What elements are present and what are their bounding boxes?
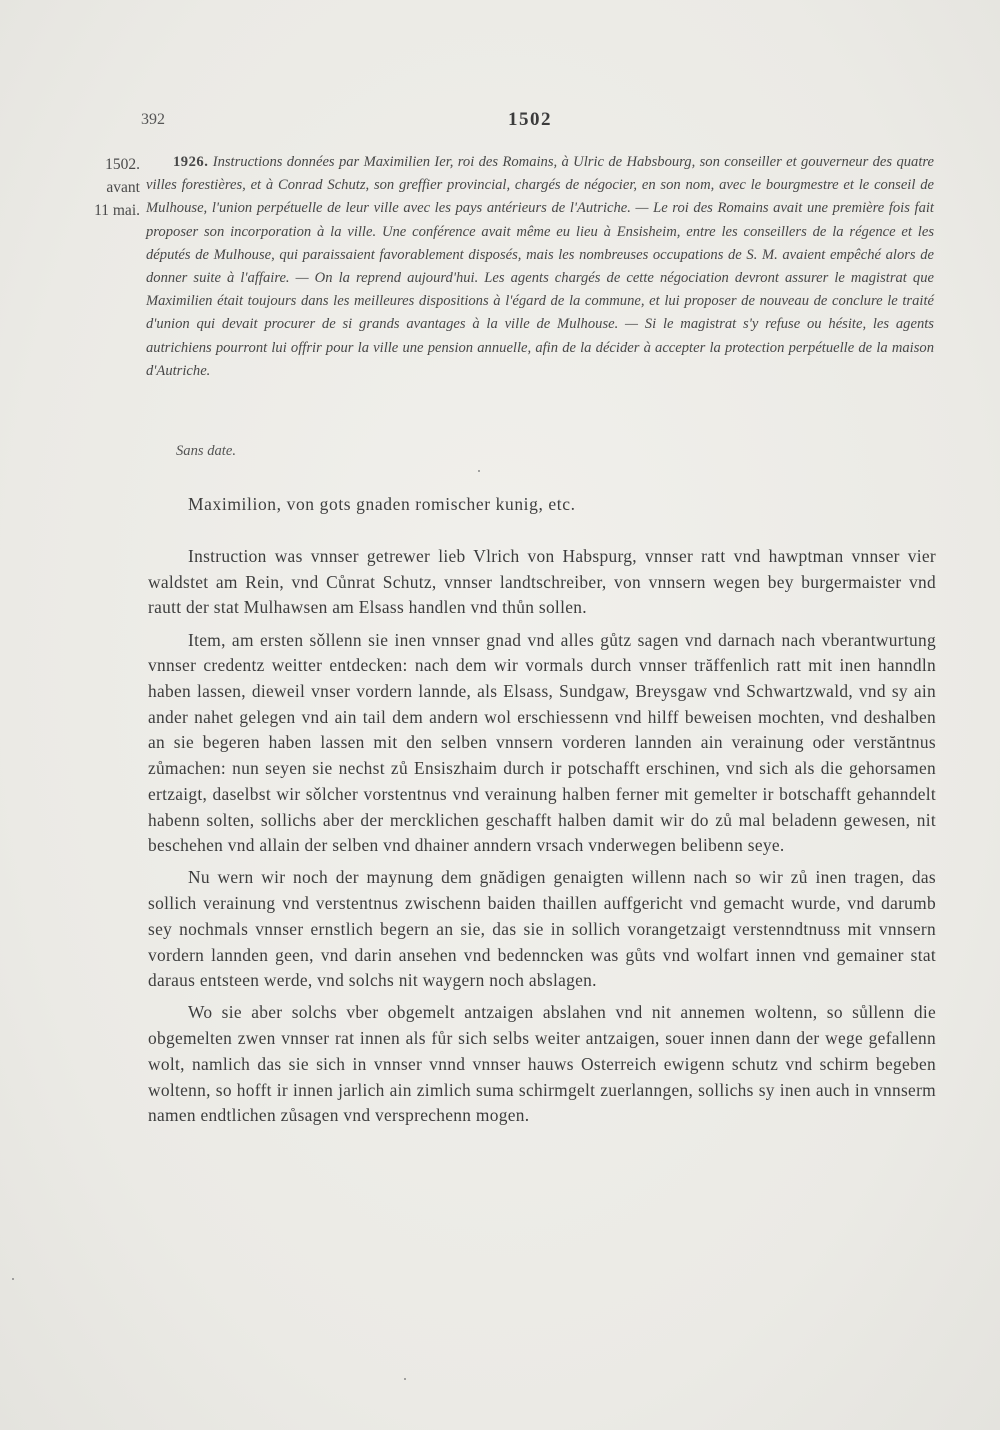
paper-speck <box>12 1278 14 1280</box>
body-paragraph: Item, am ersten sǒllenn sie inen vnnser gnad vnd alles gůtz sagen vnd darnach nach vberantwurtung vnnser credentz weitter entdecken: nach dem wir vormals durch vnnser trăffenlich ratt mit inen hanndln haben lassen, dieweil vnser vordern lannde, als Elsass, Sundgaw, Breysgaw vnd Schwartzwald, vnd sy ain ander nahet gelegen vnd ain tail dem andern wol erschiessenn vnd hilff beweisen mochten, vnd deshalben an sie begeren haben lassen mit den selben vnnsern vorderen lannden ain verainung oder verstăntnus zůmachen: nun seyen sie nechst zů Ensiszhaim durch ir potschafft erschinen, vnd sich als die gehorsamen ertzaigt, daselbst wir sǒlcher vorstentnus vnd verainung halben ferner mit gemelter ir botschafft gehanndelt habenn solten, sollichs aber der mercklichen geschafft halben damit wir do zů mal beladenn gewesen, nit beschehen vnd allain der selben vnd dhainer anndern vrsach vnderwegen belibenn seye. <box>148 629 936 856</box>
body-paragraph: Instruction was vnnser getrewer lieb Vlrich von Habspurg, vnnser ratt vnd hawptman vnnser vier waldstet am Rein, vnd Cůnrat Schutz, vnnser landtschreiber, von vnnsern wegen bey burgermaister vnd rautt der stat Mulhawsen am Elsass handlen vnd thůn sollen. <box>148 546 936 618</box>
summary-text: Instructions données par Maximilien Ier, roi des Romains, à Ulric de Habsbourg, son conseiller et gouverneur des quatre villes forestières, et à Conrad Schutz, son greffier provincial, chargés de négocier, en son nom, avec le bourgmestre et le conseil de Mulhouse, l'union perpétuelle de leur ville avec les pays antérieurs de l'Autriche. — Le roi des Romains avait une première fois fait proposer son incorporation à la ville. Une conférence avait même eu lieu à Ensisheim, entre les conseillers de la régence et les députés de Mulhouse, qui paraissaient favorablement disposés, mais les nombreuses occupations de S. M. avaient empêché alors de donner suite à l'affaire. — On la reprend aujourd'hui. Les agents chargés de cette négociation devront assurer le magistrat que Maximilien était toujours dans les meilleures dispositions à l'égard de la commune, et lui proposer de nouveau de conclure le traité d'union qui devait procurer de si grands avantages à la ville de Mulhouse. — Si le magistrat s'y refuse ou hésite, les agents autrichiens pourront lui offrir pour la ville une pension annuelle, afin de la décider à accepter la protection perpétuelle de la maison d'Autriche. <box>146 154 934 379</box>
body-paragraph: Wo sie aber solchs vber obgemelt antzaigen abslahen vnd nit annemen woltenn, so sůllenn die obgemelten zwen vnnser rat innen als fůr sich selbs weiter antzaigen, souer innen dann der wege gefallenn wolt, namlich das sie sich in vnnser vnnd vnnser hauws Osterreich ewigenn schutz vnd schirm begeben woltenn, so hofft ir innen jarlich ain zimlich suma schirmgelt zuerlanngen, sollichs sy inen auch in vnnserm namen endtlichen zůsagen vnd versprechenn mogen. <box>148 1002 936 1126</box>
margin-date: 11 mai. <box>94 202 140 219</box>
date-line: Sans date. <box>176 443 236 459</box>
margin-year: 1502. <box>105 156 140 173</box>
document-body <box>148 544 936 1135</box>
margin-date-note <box>40 153 140 222</box>
margin-before: avant <box>106 179 140 196</box>
document-number: 1926. <box>173 154 209 170</box>
document-heading: Maximilion, von gots gnaden romischer kunig, etc. <box>188 494 576 514</box>
body-paragraph: Nu wern wir noch der maynung dem gnădigen genaigten willenn nach so wir zů inen tragen, das sollich verainung vnd verstentnus zwischenn baiden thaillen auffgericht vnd gemacht wurde, vnd darumb sey nochmals vnnser ernstlich begern an sie, das sie in sollich vorangetzaigt verstenndtnuss mit vnnsern vordern lannden geen, vnd darin ansehen vnd bedenncken was gůts vnd wolfart innen vnd gemainer stat daraus entsteen werde, vnd solchs nit waygern noch abslagen. <box>148 867 936 991</box>
paper-speck <box>478 470 480 472</box>
page-number: 392 <box>141 111 165 128</box>
document-summary <box>146 151 934 383</box>
paper-speck <box>404 1378 406 1380</box>
running-head-year: 1502 <box>508 109 552 130</box>
